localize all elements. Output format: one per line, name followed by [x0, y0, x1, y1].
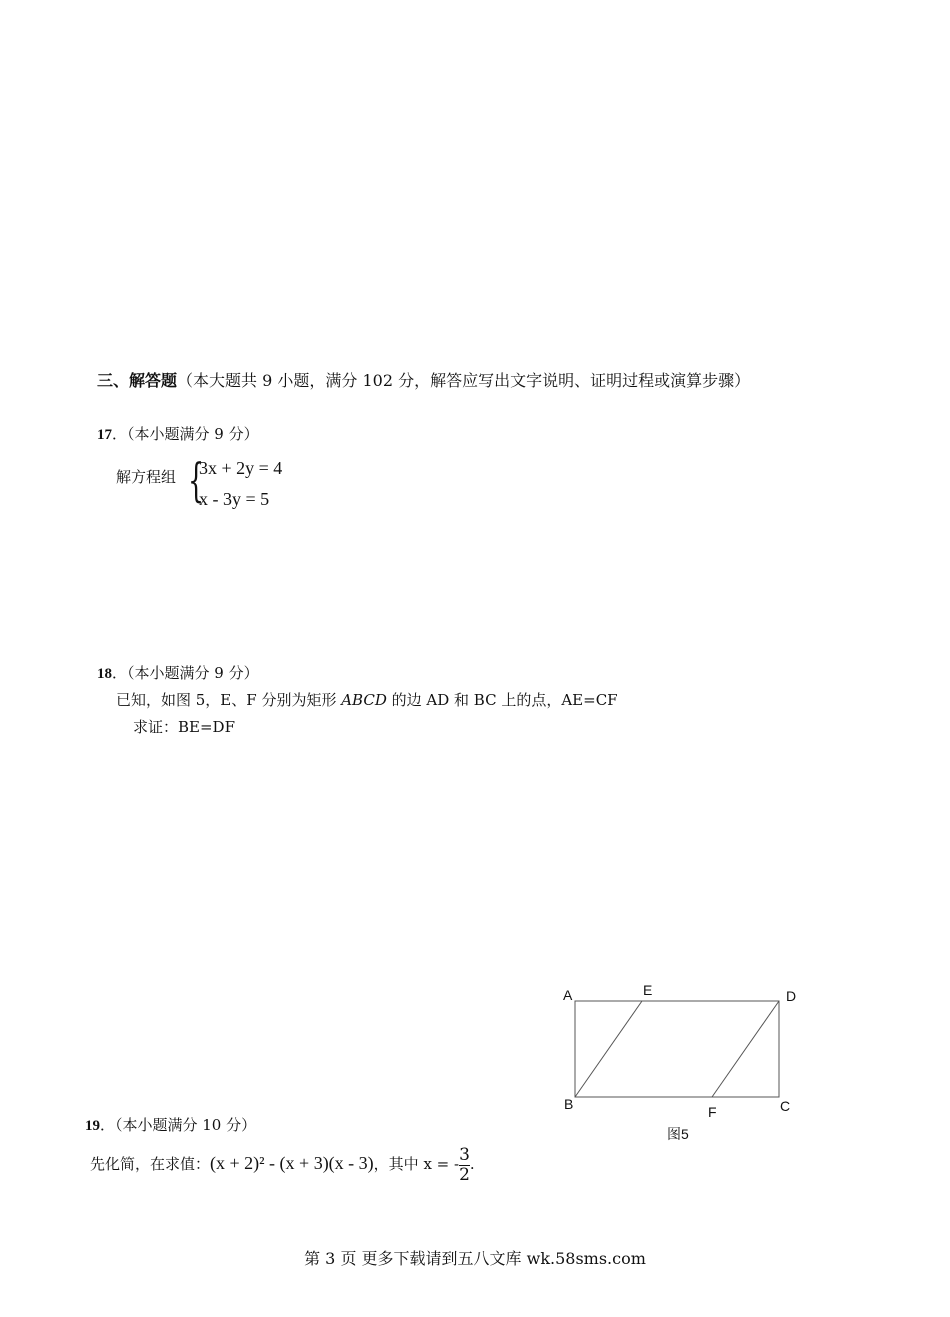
system-brace: {: [188, 453, 205, 507]
label-a: A: [563, 987, 573, 1003]
figure-caption: 图5: [667, 1126, 689, 1142]
segment-df: [712, 1001, 779, 1097]
question-18-score: ．（本小题满分 9 分）: [112, 664, 259, 682]
equation-2: x - 3y = 5: [199, 489, 270, 509]
question-18-prove: 求证：BE=DF: [133, 718, 235, 736]
question-18-statement: [116, 689, 618, 710]
figure-5: [555, 980, 815, 1145]
question-17-header: [97, 423, 259, 444]
question-19-header: [85, 1114, 256, 1135]
statement-part-1: 已知，如图 5，E、F 分别为矩形: [116, 691, 342, 709]
section-heading: [97, 368, 750, 391]
statement-part-2: 的边 AD 和 BC 上的点，AE=CF: [386, 691, 618, 709]
question-19-number: 19: [85, 1118, 100, 1134]
label-f: F: [708, 1104, 717, 1120]
rectangle-abcd: [575, 1001, 779, 1097]
question-17-prompt: 解方程组: [116, 468, 177, 486]
question-17-number: 17: [97, 427, 112, 443]
label-b: B: [564, 1096, 574, 1112]
question-19-body: [90, 1140, 475, 1190]
question-18-header: [97, 662, 259, 683]
label-e: E: [643, 982, 653, 998]
label-c: C: [780, 1098, 791, 1114]
fraction-denominator: 2: [459, 1164, 470, 1185]
section-description: （本大题共 9 小题，满分 102 分，解答应写出文字说明、证明过程或演算步骤）: [177, 371, 751, 390]
rectangle-name: ABCD: [341, 691, 387, 709]
label-d: D: [786, 988, 797, 1004]
section-title: 三、解答题: [97, 371, 178, 390]
question-19-score: ．（本小题满分 10 分）: [100, 1116, 257, 1134]
fraction-numerator: 3: [459, 1144, 470, 1165]
segment-be: [575, 1001, 642, 1097]
equation-1: 3x + 2y = 4: [199, 458, 283, 478]
question-18-number: 18: [97, 666, 112, 682]
page-footer: 第 3 页 更多下载请到五八文库 wk.58sms.com: [304, 1249, 646, 1268]
condition: ，其中 x = -: [373, 1155, 460, 1173]
question-19-prompt: 先化简，在求值：: [90, 1155, 211, 1173]
question-17-score: ．（本小题满分 9 分）: [112, 425, 259, 443]
fraction: [459, 1146, 470, 1185]
expression: (x + 2)² - (x + 3)(x - 3): [210, 1153, 374, 1173]
period: .: [469, 1155, 475, 1173]
